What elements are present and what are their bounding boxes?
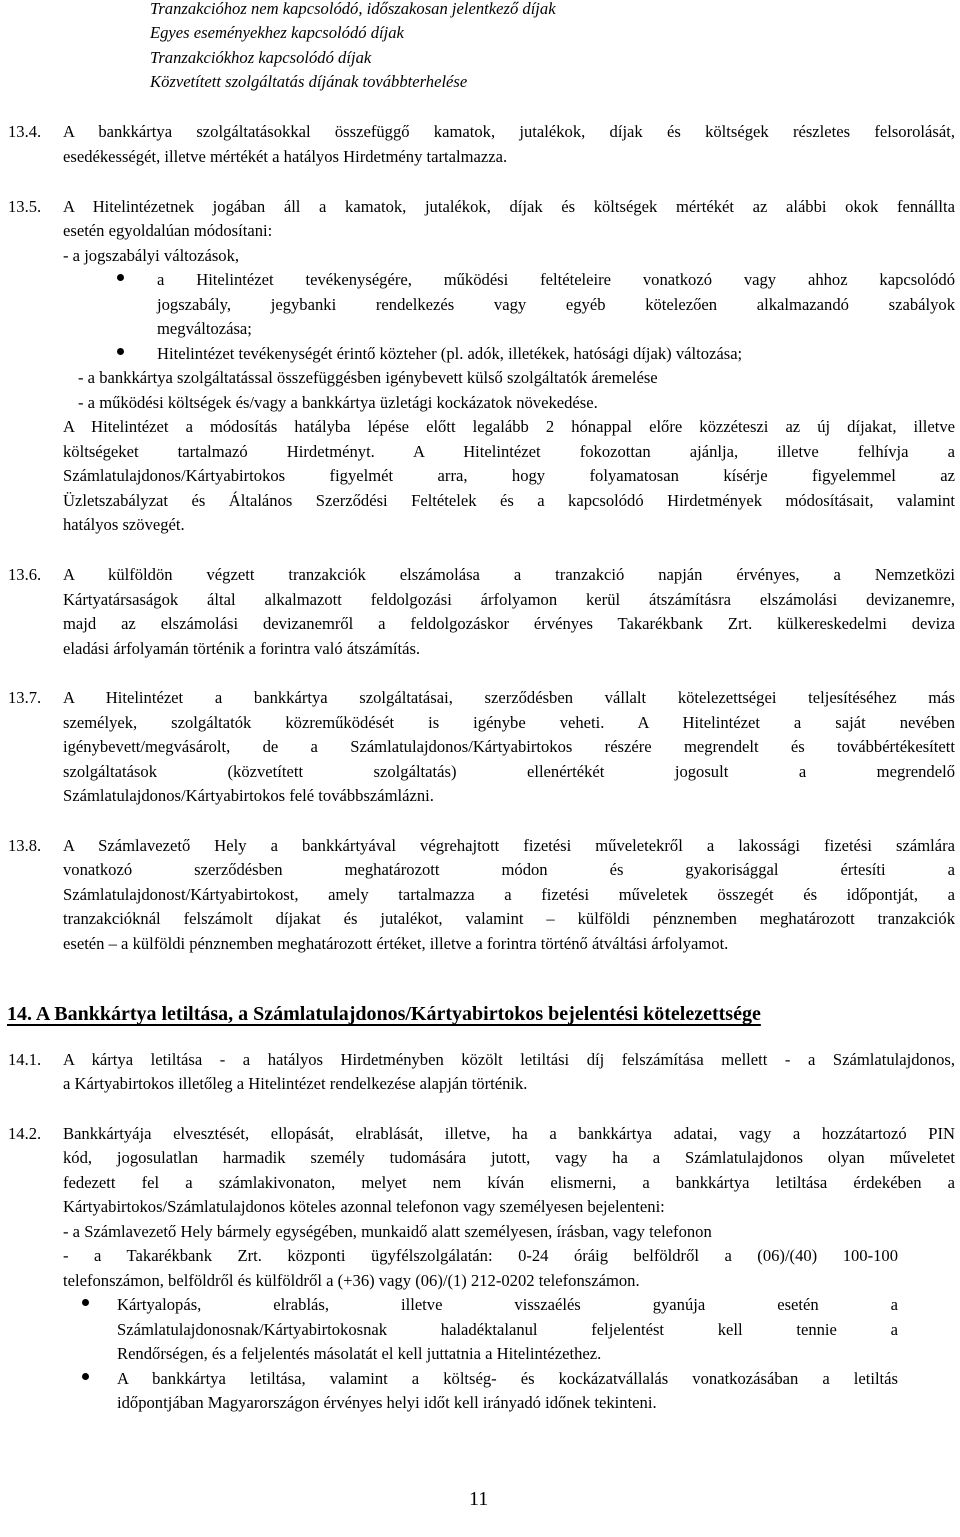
s13-7-line-5: Számlatulajdonos/Kártyabirtokos felé továbbszámlázni. bbox=[63, 786, 434, 805]
s13-4-line-1: A bankkártya szolgáltatásokkal összefüggő kamatok, jutalékok, díjak és költségek részletes felsorolását, bbox=[63, 122, 955, 141]
s13-5-intro-1: A Hitelintézetnek jogában áll a kamatok, jutalékok, díjak és költségek mértékét az alábbi okok fennállta bbox=[63, 197, 955, 216]
top-line-3: Tranzakciókhoz kapcsolódó díjak bbox=[150, 48, 372, 67]
s13-5-intro-3: - a jogszabályi változások, bbox=[63, 246, 240, 265]
section-number-14-1: 14.1. bbox=[8, 1050, 42, 1069]
section-number-13-7: 13.7. bbox=[8, 688, 42, 707]
s14-2-line-5: - a Számlavezető Hely bármely egységében, munkaidő alatt személyesen, írásban, vagy telefonon bbox=[63, 1222, 712, 1241]
s13-7-line-3: igénybevett/megvásárolt, de a Számlatulajdonos/Kártyabirtokos részére megrendelt és továbbértékesített bbox=[63, 737, 955, 756]
s13-7-line-2: személyek, szolgáltatók közreműködését is igénybe veheti. A Hitelintézet a saját nevében bbox=[63, 713, 955, 732]
s13-5-bullet1-line-1: a Hitelintézet tevékenységére, működési feltételeire vonatkozó vagy ahhoz kapcsolódó bbox=[157, 270, 955, 289]
section-number-13-4: 13.4. bbox=[8, 122, 42, 141]
s14-2-bullet2-line-2: időpontjában Magyarországon érvényes helyi időt kell irányadó időnek tekinteni. bbox=[117, 1393, 657, 1412]
bullet-icon bbox=[117, 274, 124, 281]
section-heading-14: 14. A Bankkártya letiltása, a Számlatulajdonos/Kártyabirtokos bejelentési kötelezettsége bbox=[7, 1003, 761, 1025]
s13-8-line-3: Számlatulajdonost/Kártyabirtokost, amely tartalmazza a fizetési műveletek összegét és időpontját, a bbox=[63, 885, 955, 904]
s13-5-intro-2: esetén egyoldalúan módosítani: bbox=[63, 221, 273, 240]
section-number-13-8: 13.8. bbox=[8, 836, 42, 855]
page-number: 11 bbox=[469, 1488, 489, 1510]
s13-8-line-5: esetén – a külföldi pénznemben meghatározott értéket, illetve a forintra történő átváltási árfolyamot. bbox=[63, 934, 729, 953]
s13-6-line-4: eladási árfolyamán történik a forintra való átszámítás. bbox=[63, 639, 421, 658]
s13-6-line-3: majd az elszámolási devizanemről a feldolgozáskor érvényes Takarékbank Zrt. külkereskedelmi deviza bbox=[63, 614, 955, 633]
s13-8-line-1: A Számlavezető Hely a bankkártyával végrehajtott fizetési műveletekről a lakossági fizetési számlára bbox=[63, 836, 955, 855]
s13-7-line-1: A Hitelintézet a bankkártya szolgáltatásai, szerződésben vállalt kötelezettségei teljesítéséhez más bbox=[63, 688, 955, 707]
s13-7-line-4: szolgáltatások (közvetített szolgáltatás) ellenértékét jogosult a megrendelő bbox=[63, 762, 955, 781]
s14-2-line-7: telefonszámon, belföldről és külföldről a (+36) vagy (06)/(1) 212-0202 telefonszámon. bbox=[63, 1271, 640, 1290]
s13-5-para-5: hatályos szövegét. bbox=[63, 515, 185, 534]
s14-2-line-3: fedezett fel a számlakivonaton, melyet nem kíván elismerni, a bankkártya letiltása érdekében a bbox=[63, 1173, 955, 1192]
top-line-4: Közvetített szolgáltatás díjának továbbterhelése bbox=[150, 72, 468, 91]
s14-2-line-1: Bankkártyája elvesztését, ellopását, elrablását, illetve, ha a bankkártya adatai, vagy a hozzátartozó PIN bbox=[63, 1124, 955, 1143]
section-number-13-6: 13.6. bbox=[8, 565, 42, 584]
s13-5-bullet1-line-3: megváltozása; bbox=[157, 319, 252, 338]
s14-2-line-6: - a Takarékbank Zrt. központi ügyfélszolgálatán: 0-24 óráig belföldről a (06)/(40) 100-100 bbox=[63, 1246, 898, 1265]
s13-5-para-2: költségeket tartalmazó Hirdetményt. A Hitelintézet fokozottan ajánlja, illetve felhívja a bbox=[63, 442, 955, 461]
section-number-13-5: 13.5. bbox=[8, 197, 42, 216]
s13-5-para-1: A Hitelintézet a módosítás hatályba lépése előtt legalább 2 hónappal előre közzéteszi az új díjakat, illetve bbox=[63, 417, 955, 436]
s13-5-dash-1: - a bankkártya szolgáltatással összefüggésben igénybevett külső szolgáltatók áremelése bbox=[78, 368, 658, 387]
top-line-1: Tranzakcióhoz nem kapcsolódó, időszakosan jelentkező díjak bbox=[150, 0, 556, 18]
s14-2-bullet1-line-1: Kártyalopás, elrablás, illetve visszaélés gyanúja esetén a bbox=[117, 1295, 898, 1314]
s13-5-bullet2: Hitelintézet tevékenységét érintő közteher (pl. adók, illetékek, hatósági díjak) változása; bbox=[157, 344, 743, 363]
s13-5-bullet1-line-2: jogszabály, jegybanki rendelkezés vagy egyéb kötelezően alkalmazandó szabályok bbox=[157, 295, 955, 314]
s13-6-line-1: A külföldön végzett tranzakciók elszámolása a tranzakció napján érvényes, a Nemzetközi bbox=[63, 565, 955, 584]
s14-2-line-4: Kártyabirtokos/Számlatulajdonos köteles azonnal telefonon vagy személyesen bejelenteni: bbox=[63, 1197, 665, 1216]
s14-2-bullet1-line-2: Számlatulajdonosnak/Kártyabirtokosnak haladéktalanul feljelentést kell tennie a bbox=[117, 1320, 898, 1339]
bullet-icon bbox=[82, 1373, 89, 1380]
section-number-14-2: 14.2. bbox=[8, 1124, 42, 1143]
top-line-2: Egyes eseményekhez kapcsolódó díjak bbox=[150, 23, 404, 42]
s13-5-para-3: Számlatulajdonos/Kártyabirtokos figyelmét arra, hogy folyamatosan kísérje figyelemmel az bbox=[63, 466, 955, 485]
s14-1-line-1: A kártya letiltása - a hatályos Hirdetményben közölt letiltási díj felszámítása mellett - a Számlatulajdonos, bbox=[63, 1050, 955, 1069]
s14-1-line-2: a Kártyabirtokos illetőleg a Hitelintézet rendelkezése alapján történik. bbox=[63, 1074, 528, 1093]
s13-5-dash-2: - a működési költségek és/vagy a bankkártya üzletági kockázatok növekedése. bbox=[78, 393, 598, 412]
s13-5-para-4: Üzletszabályzat és Általános Szerződési Feltételek és a kapcsolódó Hirdetmények módosításait, valamint bbox=[63, 491, 955, 510]
bullet-icon bbox=[82, 1299, 89, 1306]
s13-4-line-2: esedékességét, illetve mértékét a hatályos Hirdetmény tartalmazza. bbox=[63, 147, 508, 166]
s13-6-line-2: Kártyatársaságok által alkalmazott feldolgozási árfolyamon kerül átszámításra elszámolási devizanemre, bbox=[63, 590, 955, 609]
s14-2-line-2: kód, jogosulatlan harmadik személy tudomására jutott, vagy ha a Számlatulajdonos olyan műveletet bbox=[63, 1148, 955, 1167]
s13-8-line-2: vonatkozó szerződésben meghatározott módon és gyakorisággal értesíti a bbox=[63, 860, 955, 879]
bullet-icon bbox=[117, 348, 124, 355]
s13-8-line-4: tranzakcióknál felszámolt díjakat és jutalékot, valamint – külföldi pénznemben meghatározott tranzakciók bbox=[63, 909, 955, 928]
s14-2-bullet2-line-1: A bankkártya letiltása, valamint a költség- és kockázatvállalás vonatkozásában a letiltás bbox=[117, 1369, 898, 1388]
s14-2-bullet1-line-3: Rendőrségen, és a feljelentés másolatát el kell juttatnia a Hitelintézethez. bbox=[117, 1344, 602, 1363]
